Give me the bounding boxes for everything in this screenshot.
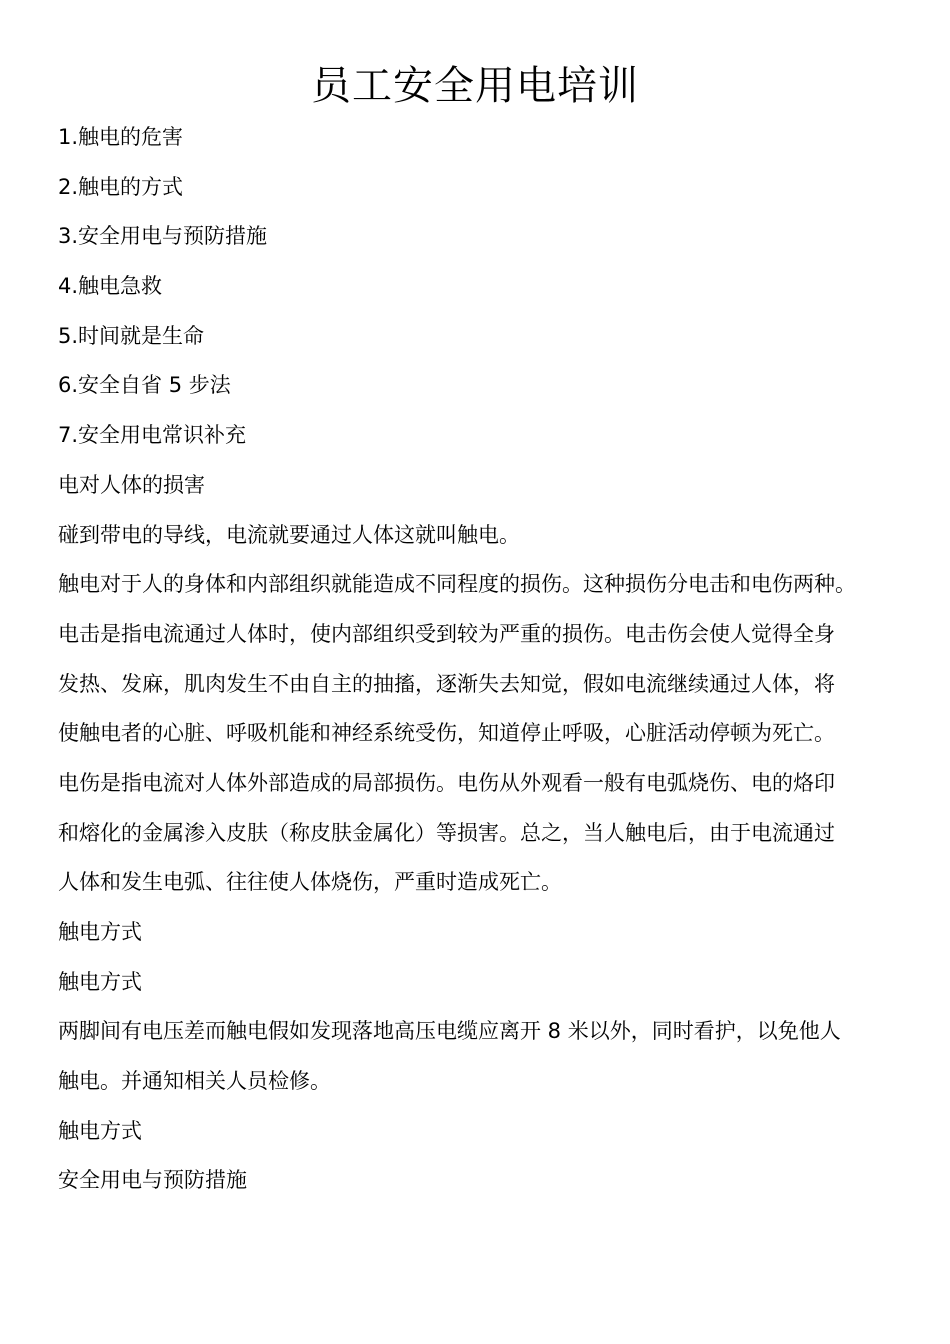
- paragraph-line: 使触电者的心脏、呼吸机能和神经系统受伤，知道停止呼吸，心脏活动停顿为死亡。: [58, 721, 835, 746]
- section-heading: 触电方式: [58, 1118, 142, 1143]
- section-heading: 触电方式: [58, 969, 142, 994]
- section-heading: 安全用电与预防措施: [58, 1168, 247, 1193]
- paragraph-line: 发热、发麻，肌肉发生不由自主的抽搐，逐渐失去知觉，假如电流继续通过人体，将: [58, 671, 835, 696]
- paragraph-line: 两脚间有电压差而触电假如发现落地高压电缆应离开 8 米以外，同时看护，以免他人: [58, 1019, 841, 1044]
- paragraph-line: 电击是指电流通过人体时，使内部组织受到较为严重的损伤。电击伤会使人觉得全身: [58, 621, 835, 646]
- paragraph-line: 碰到带电的导线，电流就要通过人体这就叫触电。: [58, 522, 520, 547]
- section-heading: 触电方式: [58, 920, 142, 944]
- document-body: [58, 113, 898, 1206]
- paragraph-line: 触电。并通知相关人员检修。: [58, 1069, 331, 1094]
- toc-item: 3.安全用电与预防措施: [58, 224, 268, 249]
- toc-item: 7.安全用电常识补充: [58, 423, 247, 448]
- paragraph-line: 和熔化的金属渗入皮肤（称皮肤金属化）等损害。总之，当人触电后，由于电流通过: [58, 820, 835, 845]
- paragraph-line: 电伤是指电流对人体外部造成的局部损伤。电伤从外观看一般有电弧烧伤、电的烙印: [58, 770, 835, 795]
- paragraph-line: 触电对于人的身体和内部组织就能造成不同程度的损伤。这种损伤分电击和电伤两种。: [58, 572, 856, 597]
- document-title: 员工安全用电培训: [311, 63, 639, 109]
- toc-item: 4.触电急救: [58, 274, 163, 299]
- toc-item: 6.安全自省 5 步法: [58, 373, 231, 398]
- paragraph-line: 人体和发生电弧、往往使人体烧伤，严重时造成死亡。: [58, 870, 562, 895]
- toc-item: 1.触电的危害: [58, 125, 184, 149]
- section-heading: 电对人体的损害: [58, 472, 205, 497]
- toc-item: 2.触电的方式: [58, 174, 184, 199]
- toc-item: 5.时间就是生命: [58, 323, 205, 348]
